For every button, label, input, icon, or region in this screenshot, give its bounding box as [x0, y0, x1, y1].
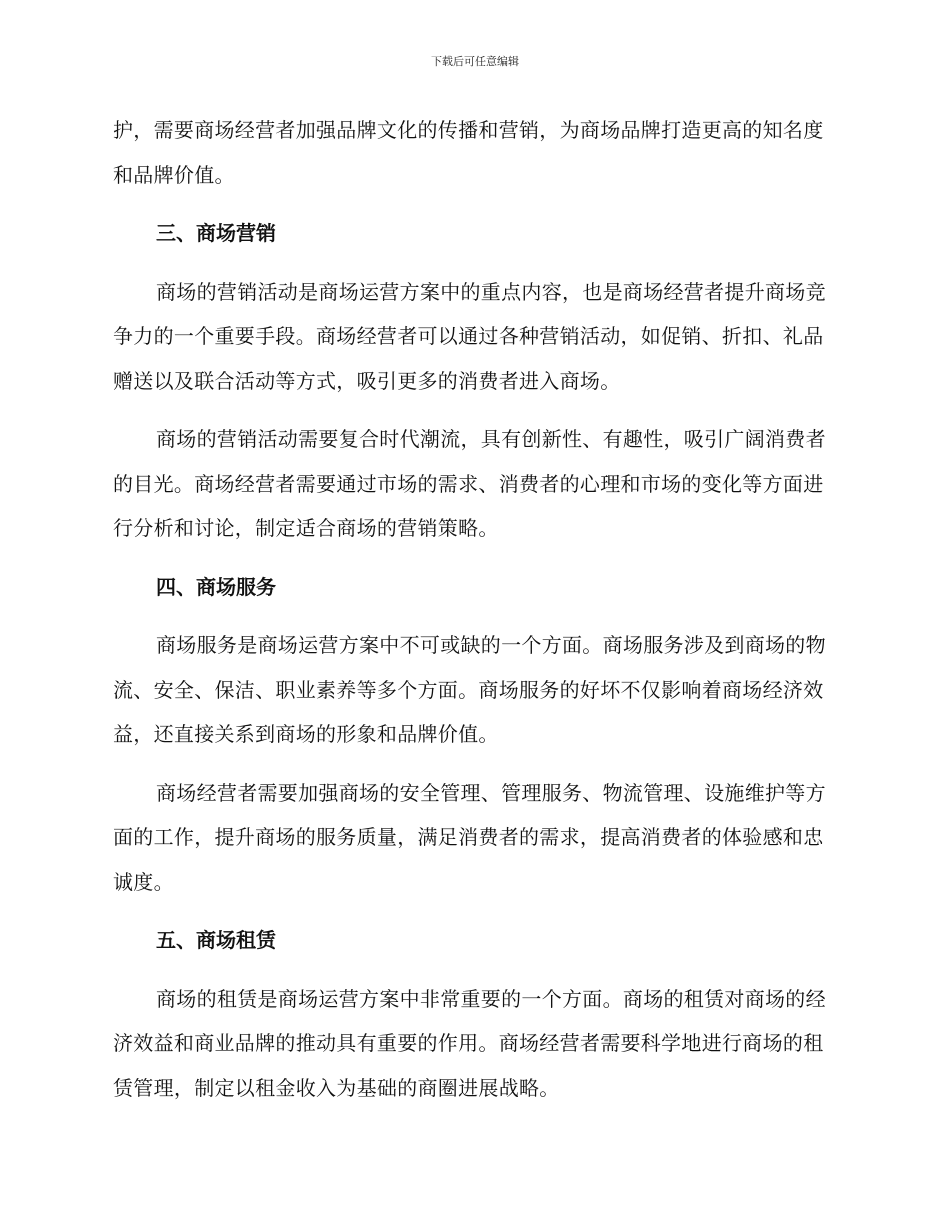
page-header: 下载后可任意编辑 [431, 55, 519, 68]
paragraph-service-1: 商场服务是商场运营方案中不可或缺的一个方面。商场服务涉及到商场的物流、安全、保洁、职业素养等多个方面。商场服务的好坏不仅影响着商场经济效益，还直接关系到商场的形象和品牌价值。 [113, 633, 826, 746]
section-heading-service: 四、商场服务 [156, 574, 276, 599]
section-heading-marketing: 三、商场营销 [156, 221, 276, 245]
paragraph-marketing-2: 商场的营销活动需要复合时代潮流，具有创新性、有趣性，吸引广阔消费者的目光。商场经营者需要通过市场的需求、消费者的心理和市场的变化等方面进行分析和讨论，制定适合商场的营销策略。 [113, 427, 826, 540]
paragraph-marketing-1: 商场的营销活动是商场运营方案中的重点内容，也是商场经营者提升商场竞争力的一个重要手段。商场经营者可以通过各种营销活动，如促销、折扣、礼品赠送以及联合活动等方式，吸引更多的消费者进入商场。 [113, 279, 826, 393]
paragraph-continuation: 护，需要商场经营者加强品牌文化的传播和营销，为商场品牌打造更高的知名度和品牌价值。 [113, 118, 824, 187]
document-body [113, 108, 835, 1124]
section-heading-leasing: 五、商场租赁 [156, 928, 276, 952]
paragraph-leasing-1: 商场的租赁是商场运营方案中非常重要的一个方面。商场的租赁对商场的经济效益和商业品牌的推动具有重要的作用。商场经营者需要科学地进行商场的租赁管理，制定以租金收入为基础的商圈进展战略。 [113, 986, 826, 1100]
paragraph-service-2: 商场经营者需要加强商场的安全管理、管理服务、物流管理、设施维护等方面的工作，提升商场的服务质量，满足消费者的需求，提高消费者的体验感和忠诚度。 [113, 780, 826, 894]
